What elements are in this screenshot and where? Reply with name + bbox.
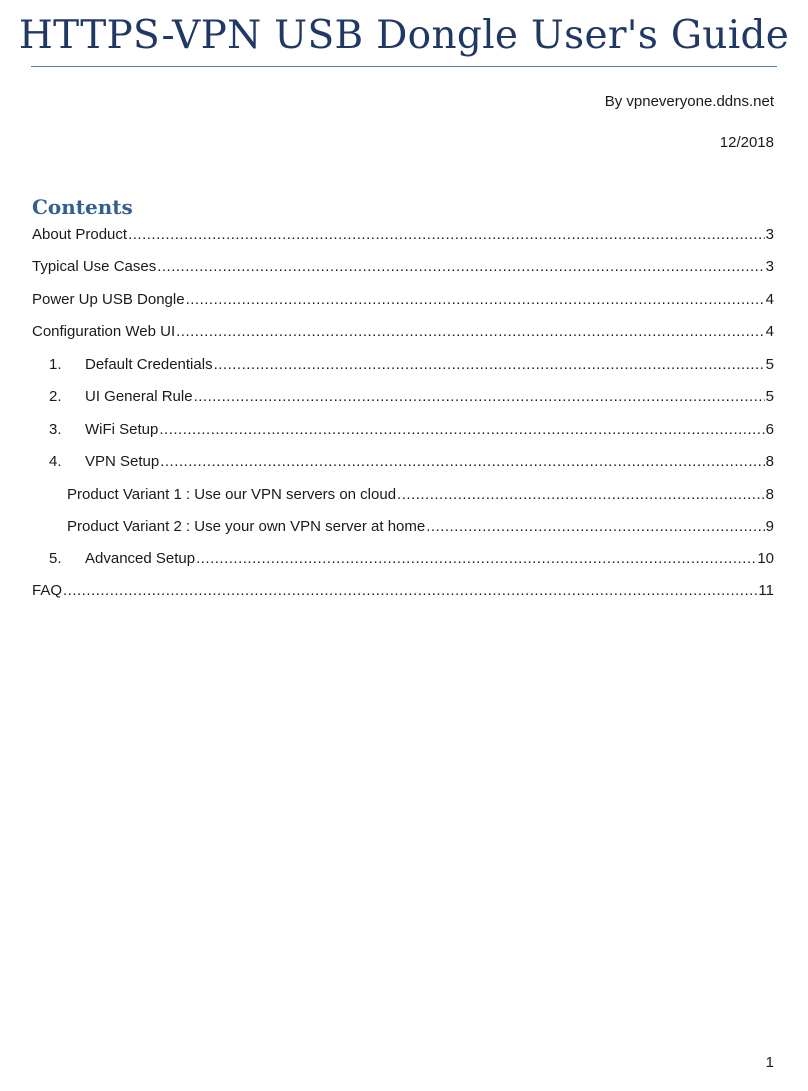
toc-entry-typical-use-cases[interactable]: [32, 256, 774, 278]
toc-entry-label: Product Variant 1 : Use our VPN servers on cloud: [67, 486, 397, 503]
document-author: By vpneveryone.ddns.net: [604, 93, 774, 110]
toc-entry-page: 9: [765, 518, 774, 535]
document-title: HTTPS-VPN USB Dongle User's Guide: [18, 13, 790, 58]
toc-entry-default-credentials[interactable]: [49, 354, 774, 376]
toc-entry-product-variant-2[interactable]: [67, 516, 774, 538]
title-divider: [31, 66, 777, 67]
toc-entry-number: 3.: [49, 421, 62, 438]
toc-leader-dots: [63, 580, 757, 602]
toc-entry-number: 1.: [49, 356, 62, 373]
toc-entry-advanced-setup[interactable]: [49, 548, 774, 570]
toc-entry-configuration-web-ui[interactable]: [32, 321, 774, 343]
toc-leader-dots: [176, 321, 765, 343]
toc-entry-number: 5.: [49, 550, 62, 567]
toc-leader-dots: [426, 516, 764, 538]
toc-leader-dots: [159, 419, 764, 441]
toc-entry-label: About Product: [32, 226, 128, 243]
toc-entry-page: 6: [765, 421, 774, 438]
toc-entry-wifi-setup[interactable]: [49, 419, 774, 441]
toc-entry-label: UI General Rule: [85, 388, 193, 405]
toc-entry-page: 3: [765, 258, 774, 275]
toc-leader-dots: [194, 386, 765, 408]
toc-entry-about-product[interactable]: [32, 224, 774, 246]
toc-entry-page: 4: [765, 291, 774, 308]
toc-heading: Contents: [32, 195, 133, 219]
toc-entry-power-up-usb-dongle[interactable]: [32, 289, 774, 311]
toc-entry-product-variant-1[interactable]: [67, 484, 774, 506]
toc-entry-page: 11: [758, 582, 774, 599]
toc-entry-faq[interactable]: [32, 580, 774, 602]
toc-entry-label: VPN Setup: [85, 453, 160, 470]
toc-entry-ui-general-rule[interactable]: [49, 386, 774, 408]
toc-entry-page: 10: [757, 550, 774, 567]
toc-entry-number: 2.: [49, 388, 62, 405]
toc-entry-vpn-setup[interactable]: [49, 451, 774, 473]
toc-leader-dots: [157, 256, 764, 278]
toc-entry-label: Advanced Setup: [85, 550, 196, 567]
page-number: 1: [765, 1054, 774, 1071]
toc-entry-page: 4: [765, 323, 774, 340]
toc-entry-label: WiFi Setup: [85, 421, 159, 438]
toc-leader-dots: [186, 289, 765, 311]
toc-entry-page: 5: [765, 388, 774, 405]
toc-entry-label: Product Variant 2 : Use your own VPN server at home: [67, 518, 426, 535]
toc-entry-label: Power Up USB Dongle: [32, 291, 185, 308]
toc-leader-dots: [214, 354, 765, 376]
toc-entry-page: 8: [765, 486, 774, 503]
toc-entry-number: 4.: [49, 453, 62, 470]
toc-leader-dots: [128, 224, 765, 246]
toc-entry-label: Configuration Web UI: [32, 323, 176, 340]
toc-leader-dots: [160, 451, 764, 473]
document-date: 12/2018: [719, 134, 774, 151]
toc-entry-page: 8: [765, 453, 774, 470]
toc-entry-page: 5: [765, 356, 774, 373]
toc-entry-label: Typical Use Cases: [32, 258, 157, 275]
toc-leader-dots: [196, 548, 756, 570]
toc-leader-dots: [397, 484, 765, 506]
toc-entry-page: 3: [765, 226, 774, 243]
toc-entry-label: Default Credentials: [85, 356, 213, 373]
toc-entry-label: FAQ: [32, 582, 63, 599]
